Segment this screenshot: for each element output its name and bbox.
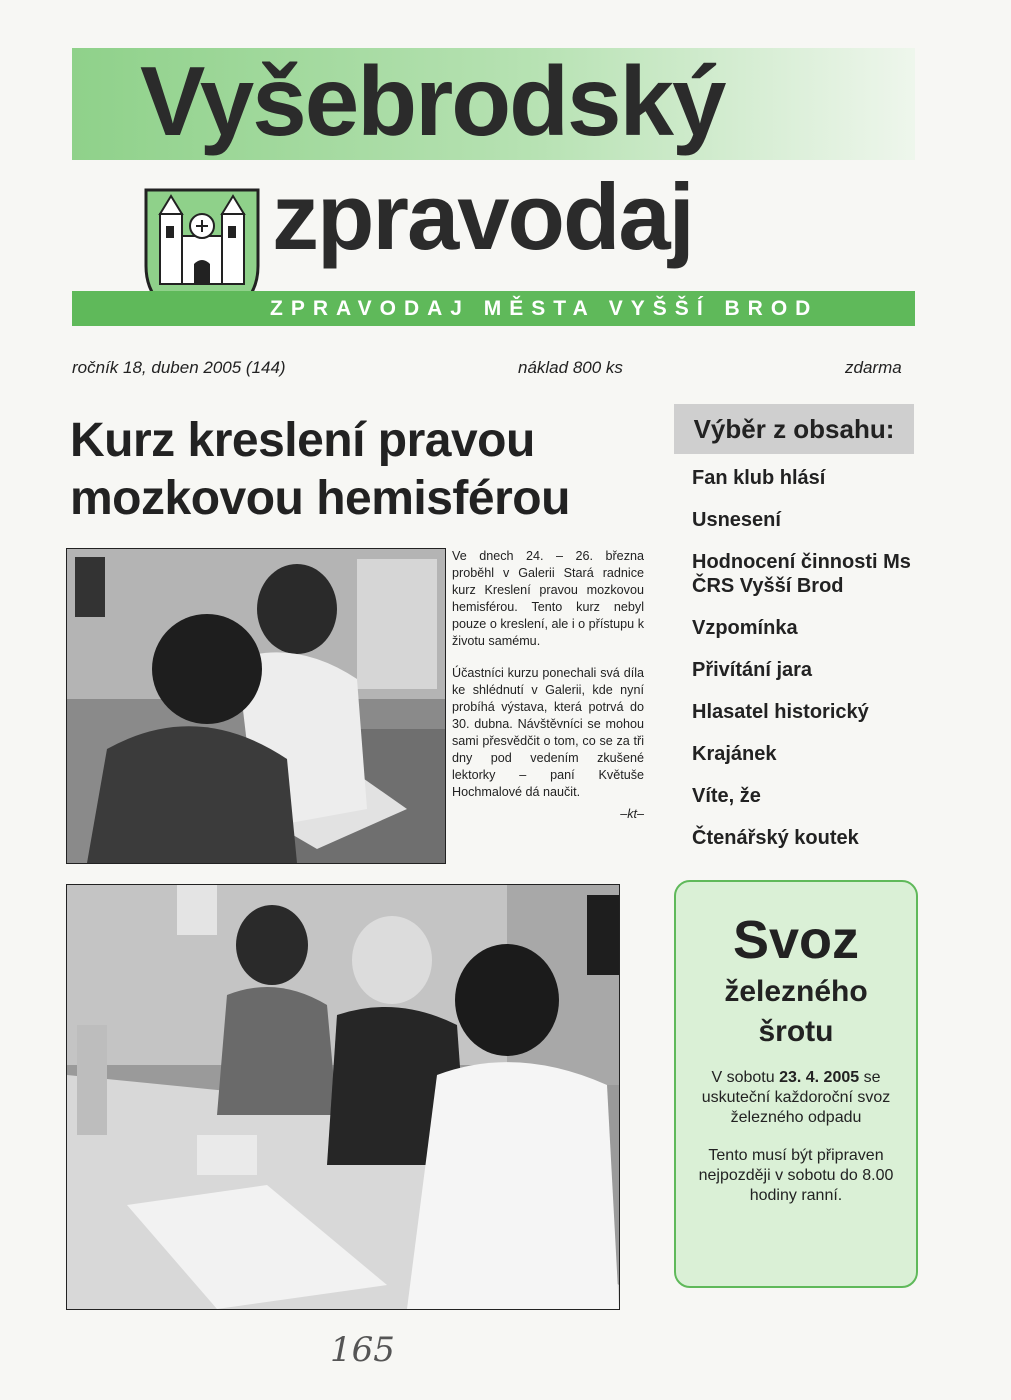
photo-1-image [67, 549, 445, 863]
toc-item: Čtenářský koutek [692, 827, 859, 849]
scrap-collection-notice [674, 880, 918, 1288]
toc-item: Vzpomínka [692, 617, 798, 639]
toc-list [692, 466, 922, 868]
notice-subtitle-line1: železného [724, 975, 868, 1008]
toc-item: Usnesení [692, 509, 781, 531]
article-body [452, 548, 644, 823]
toc-item: Fan klub hlásí [692, 467, 826, 489]
article-headline-line1: Kurz kreslení pravou [70, 414, 535, 467]
masthead-title-line2: zpravodaj [272, 164, 693, 269]
masthead-title-line1: Vyšebrodský [140, 46, 725, 156]
notice-text-2: Tento musí být připraven nejpozději v sobotu do 8.00 hodiny ranní. [698, 1147, 894, 1204]
notice-title: Svoz [732, 910, 860, 970]
notice-text-1-rest: se uskuteční každoroční svoz železného odpadu [701, 1069, 891, 1126]
toc-item: Víte, že [692, 785, 761, 807]
article-headline-line2: mozkovou hemisférou [70, 472, 570, 525]
notice-subtitle-line2: šrotu [758, 1015, 834, 1048]
issue-volume: ročník 18, duben 2005 (144) [72, 358, 286, 377]
article-photo-1 [66, 548, 446, 864]
article-photo-2 [66, 884, 620, 1310]
toc-item: Hlasatel historický [692, 701, 869, 723]
article-signature: –kt– [620, 807, 644, 821]
notice-text-1-prefix: V sobotu [711, 1069, 780, 1086]
article-paragraph-1: Ve dnech 24. – 26. března proběhl v Galerii Stará radnice kurz Kreslení pravou mozkovou hemisférou. Tento kurz nebyl pouze o kreslení, ale i o přístupu k životu samému. [452, 549, 644, 648]
handwritten-mark: 165 [330, 1330, 395, 1370]
article-headline [70, 412, 570, 528]
photo-2-image [67, 885, 619, 1309]
toc-item: Krajánek [692, 743, 777, 765]
issue-circulation: náklad 800 ks [518, 358, 623, 377]
toc-heading: Výběr z obsahu: [674, 404, 914, 454]
toc-item: Přivítání jara [692, 659, 813, 681]
toc-item: Hodnocení činnosti Ms ČRS Vyšší Brod [692, 551, 911, 597]
notice-date: 23. 4. 2005 [779, 1069, 860, 1086]
masthead-subtitle: ZPRAVODAJ MĚSTA VYŠŠÍ BROD [270, 297, 819, 320]
notice-text-1 [686, 1068, 906, 1128]
article-paragraph-2: Účastníci kurzu ponechali svá díla ke shlédnutí v Galerii, kde nyní probíhá výstava, která potrvá do 30. dubna. Návštěvníci se mohou sami přesvědčit o tom, co se za tři dny pod vedením zkušené lektorky – paní Květuše Hochmalové dá naučit. [452, 666, 644, 799]
issue-price: zdarma [845, 358, 902, 377]
